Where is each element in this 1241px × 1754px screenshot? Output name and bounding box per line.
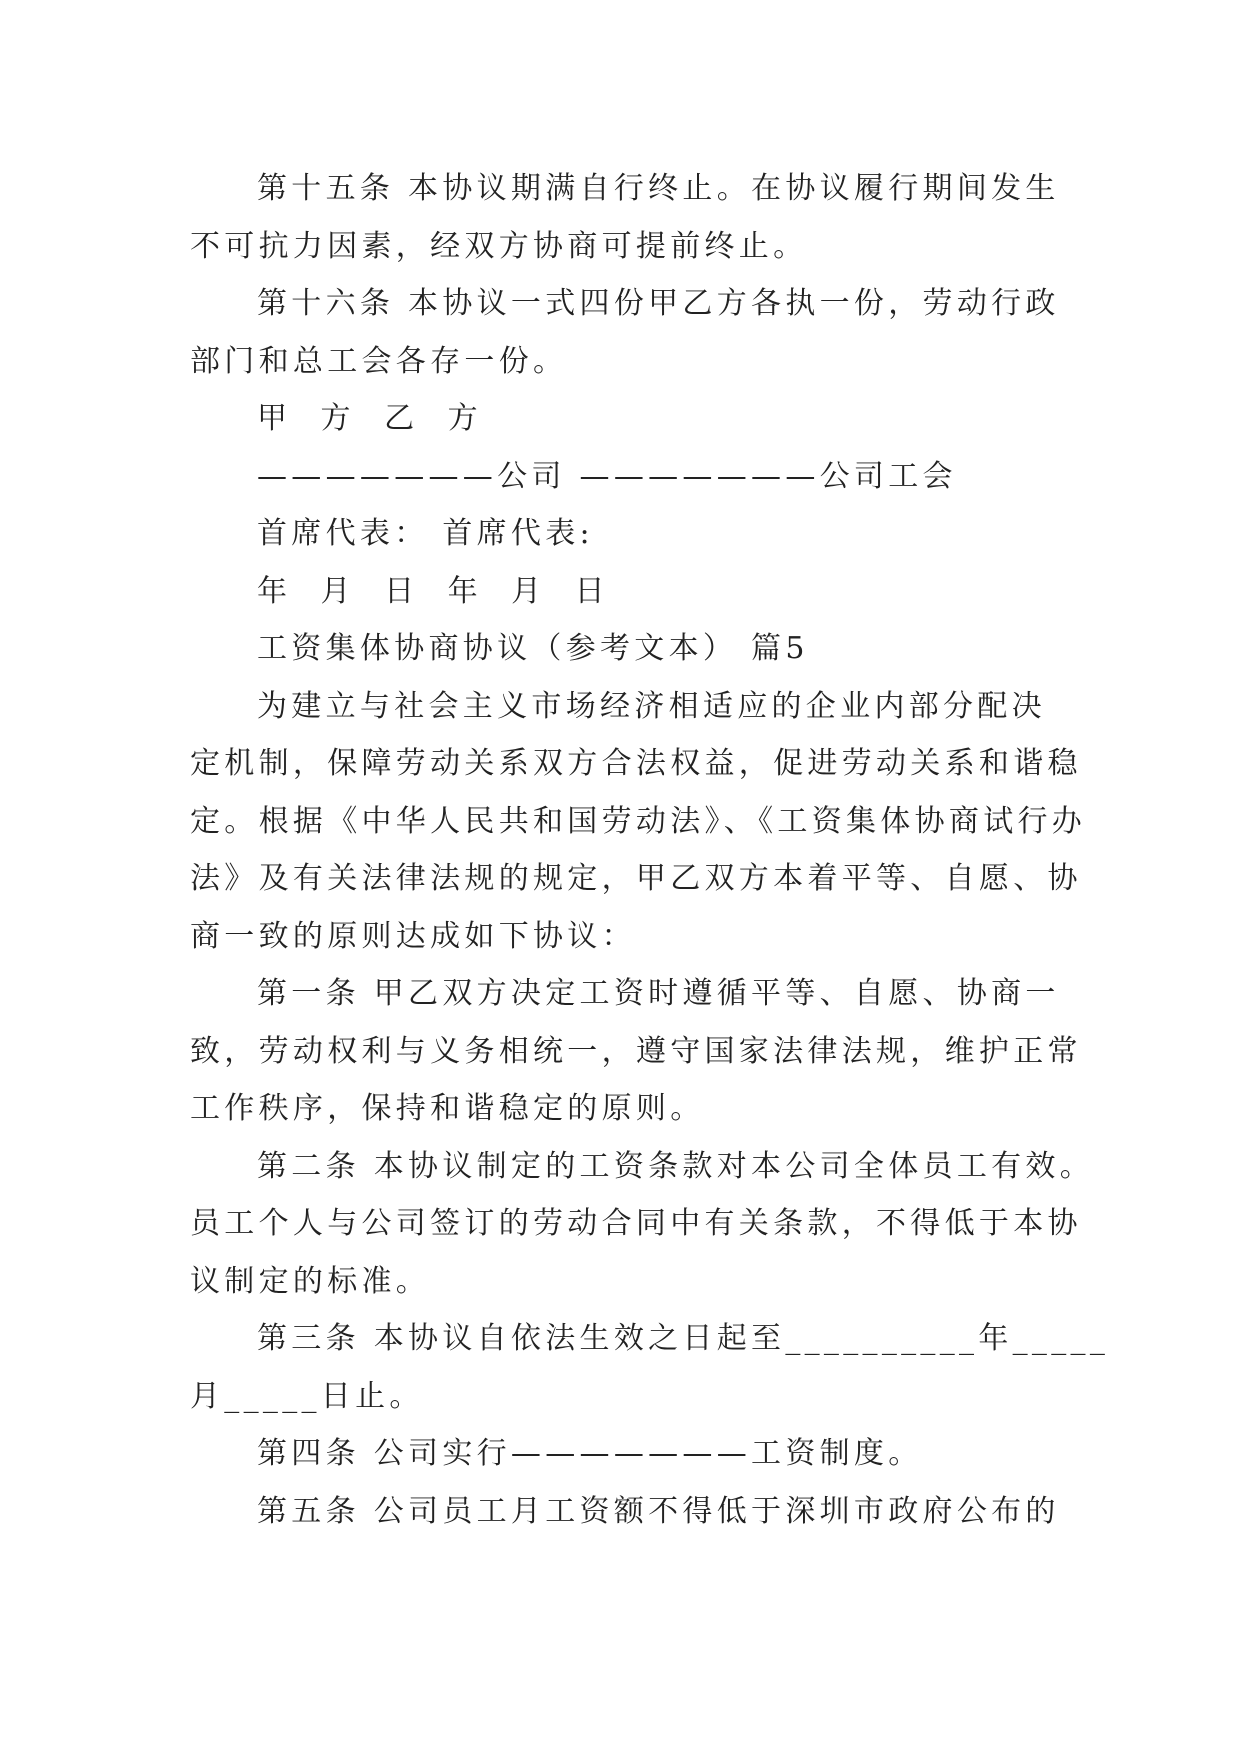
article-1-line-3: 工作秩序，保持和谐稳定的原则。 xyxy=(190,1091,705,1126)
article-1-line-1: 第一条 甲乙双方决定工资时遵循平等、自愿、协商一 xyxy=(257,976,1060,1011)
document-body xyxy=(190,160,1110,1540)
article-3-line-1: 第三条 本协议自依法生效之日起至__________年_____ xyxy=(257,1321,1110,1356)
article-2-line-3: 议制定的标准。 xyxy=(190,1263,431,1299)
signature-representatives: 首席代表： 首席代表: xyxy=(257,516,594,551)
article-2-line-2: 员工个人与公司签订的劳动合同中有关条款，不得低于本协 xyxy=(190,1206,1082,1241)
signature-dates: 年 月 日 年 月 日 xyxy=(257,573,617,609)
article-16-line-1: 第十六条 本协议一式四份甲乙方各执一份，劳动行政 xyxy=(257,286,1060,321)
preamble-line-3: 定。根据《中华人民共和国劳动法》、《工资集体协商试行办 xyxy=(190,803,1087,839)
article-4-line-1: 第四条 公司实行———————工资制度。 xyxy=(257,1436,923,1471)
article-3-line-2: 月_____日止。 xyxy=(190,1378,424,1414)
preamble-line-2: 定机制，保障劳动关系双方合法权益，促进劳动关系和谐稳 xyxy=(190,746,1082,781)
preamble-line-4: 法》及有关法律法规的规定，甲乙双方本着平等、自愿、协 xyxy=(190,861,1082,896)
article-15-line-1: 第十五条 本协议期满自行终止。在协议履行期间发生 xyxy=(257,171,1060,206)
section-title: 工资集体协商协议（参考文本） 篇5 xyxy=(257,631,809,666)
preamble-line-1: 为建立与社会主义市场经济相适应的企业内部分配决 xyxy=(257,688,1046,724)
signature-companies: ———————公司 ———————公司工会 xyxy=(257,458,957,494)
article-5-line-1: 第五条 公司员工月工资额不得低于深圳市政府公布的 xyxy=(257,1493,1060,1529)
preamble-line-5: 商一致的原则达成如下协议： xyxy=(190,918,636,954)
article-2-line-1: 第二条 本协议制定的工资条款对本公司全体员工有效。 xyxy=(257,1148,1095,1184)
article-1-line-2: 致，劳动权利与义务相统一，遵守国家法律法规，维护正常 xyxy=(190,1033,1082,1069)
article-16-line-2: 部门和总工会各存一份。 xyxy=(190,343,568,379)
signature-parties: 甲 方 乙 方 xyxy=(257,401,490,436)
article-15-line-2: 不可抗力因素，经双方协商可提前终止。 xyxy=(190,228,808,264)
